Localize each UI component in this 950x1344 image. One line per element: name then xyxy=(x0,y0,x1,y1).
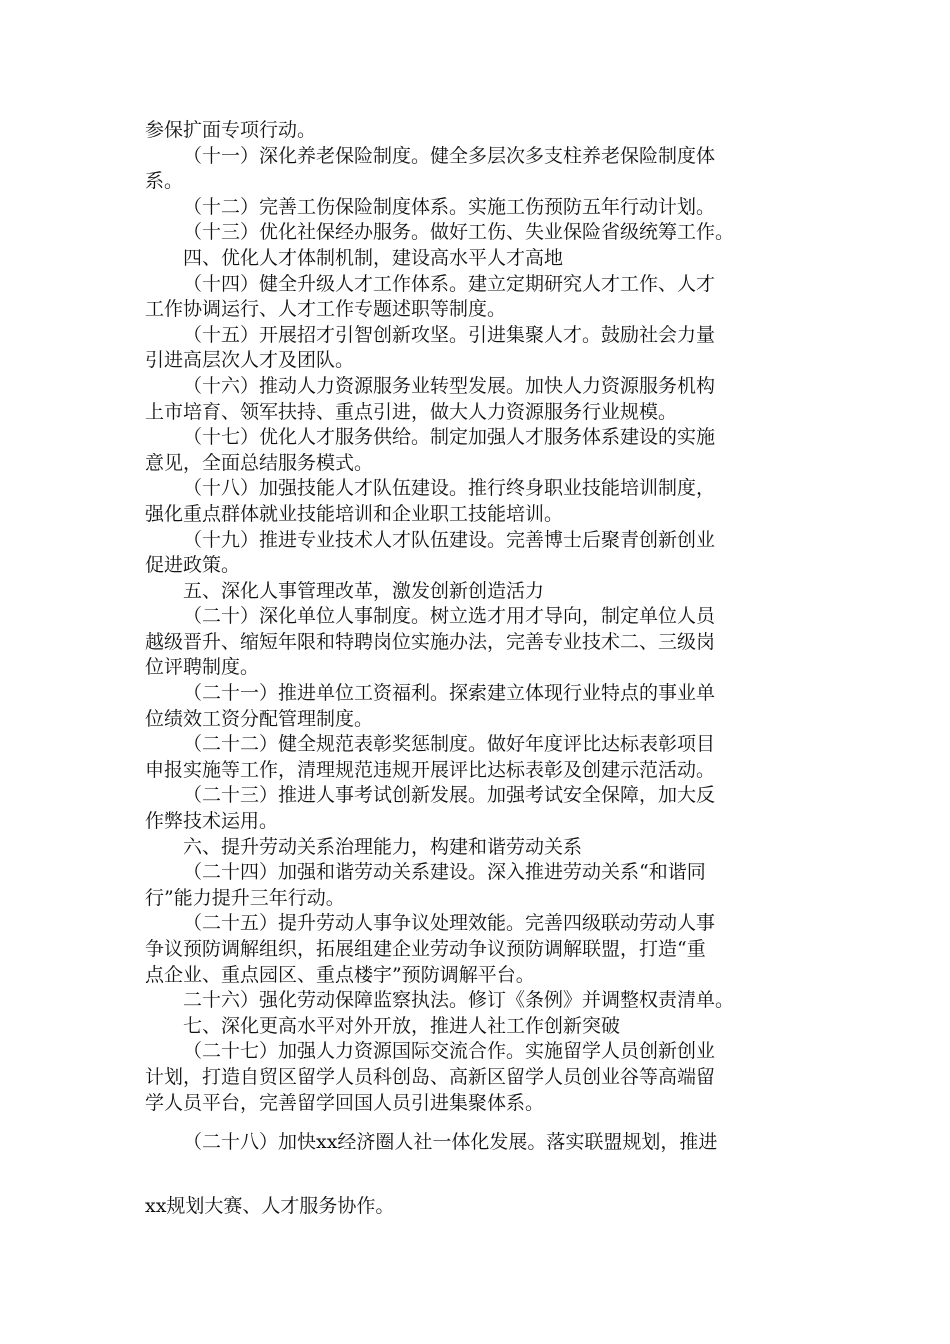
text-line: （二十七）加强人力资源国际交流合作。实施留学人员创新创业 xyxy=(183,1040,716,1063)
text-line: 上市培育、领军扶持、重点引进，做大人力资源服务行业规模。 xyxy=(145,400,678,423)
text-line: 计划，打造自贸区留学人员科创岛、高新区留学人员创业谷等高端留 xyxy=(145,1065,716,1088)
text-line: （二十八）加快xx经济圈人社一体化发展。落实联盟规划，推进 xyxy=(183,1131,718,1154)
text-line: （十五）开展招才引智创新攻坚。引进集聚人才。鼓励社会力量 xyxy=(183,323,716,346)
document-page xyxy=(145,118,810,1219)
text-line: 工作协调运行、人才工作专题述职等制度。 xyxy=(145,298,507,321)
text-line: （十四）健全升级人才工作体系。建立定期研究人才工作、人才 xyxy=(183,272,716,295)
text-line: 争议预防调解组织，拓展组建企业劳动争议预防调解联盟，打造“重 xyxy=(145,938,706,960)
text-line: 作弊技术运用。 xyxy=(145,810,279,833)
text-line: 四、优化人才体制机制，建设高水平人才高地 xyxy=(183,246,564,269)
text-line: （十三）优化社保经办服务。做好工伤、失业保险省级统筹工作。 xyxy=(183,221,735,244)
text-line: （十七）优化人才服务供给。制定加强人才服务体系建设的实施 xyxy=(183,426,716,449)
text-line: （二十）深化单位人事制度。树立选才用才导向，制定单位人员 xyxy=(183,605,716,628)
text-line: （十九）推进专业技术人才队伍建设。完善博士后聚青创新创业 xyxy=(183,528,716,551)
text-line: 促进政策。 xyxy=(145,554,241,577)
text-line: 系。 xyxy=(145,170,184,193)
text-line: （二十二）健全规范表彰奖惩制度。做好年度评比达标表彰项目 xyxy=(183,733,716,756)
text-line: 学人员平台，完善留学回国人员引进集聚体系。 xyxy=(145,1091,545,1114)
text-line: （二十三）推进人事考试创新发展。加强考试安全保障，加大反 xyxy=(183,784,716,807)
text-line: 申报实施等工作，清理规范违规开展评比达标表彰及创建示范活动。 xyxy=(145,758,716,781)
text-line: 越级晋升、缩短年限和特聘岗位实施办法，完善专业技术二、三级岗 xyxy=(145,630,716,653)
text-line: （二十四）加强和谐劳动关系建设。深入推进劳动关系“和谐同 xyxy=(183,861,706,884)
text-line: 点企业、重点园区、重点楼宇”预防调解平台。 xyxy=(145,963,535,986)
text-line: 引进高层次人才及团队。 xyxy=(145,349,355,372)
text-line: 七、深化更高水平对外开放，推进人社工作创新突破 xyxy=(183,1014,621,1037)
text-line: 参保扩面专项行动。 xyxy=(145,119,317,141)
text-line: 强化重点群体就业技能培训和企业职工技能培训。 xyxy=(145,502,564,525)
text-line: 二十六）强化劳动保障监察执法。修订《条例》并调整权责清单。 xyxy=(183,989,735,1012)
text-line: （十二）完善工伤保险制度体系。实施工伤预防五年行动计划。 xyxy=(183,195,716,218)
text-line: （十六）推动人力资源服务业转型发展。加快人力资源服务机构 xyxy=(183,374,716,397)
text-line: 意见，全面总结服务模式。 xyxy=(145,451,374,474)
text-line: 六、提升劳动关系治理能力，构建和谐劳动关系 xyxy=(183,835,583,858)
text-line: 位评聘制度。 xyxy=(145,656,260,679)
text-line: 五、深化人事管理改革，激发创新创造活力 xyxy=(183,579,545,602)
text-line: （十八）加强技能人才队伍建设。推行终身职业技能培训制度， xyxy=(183,477,716,500)
text-line: （二十一）推进单位工资福利。探索建立体现行业特点的事业单 xyxy=(183,682,716,705)
text-line: 位绩效工资分配管理制度。 xyxy=(145,707,374,730)
text-line: 行”能力提升三年行动。 xyxy=(145,886,345,909)
text-line: （十一）深化养老保险制度。健全多层次多支柱养老保险制度体 xyxy=(183,144,716,167)
text-line: （二十五）提升劳动人事争议处理效能。完善四级联动劳动人事 xyxy=(183,912,716,935)
text-line: xx规划大赛、人才服务协作。 xyxy=(145,1194,395,1217)
